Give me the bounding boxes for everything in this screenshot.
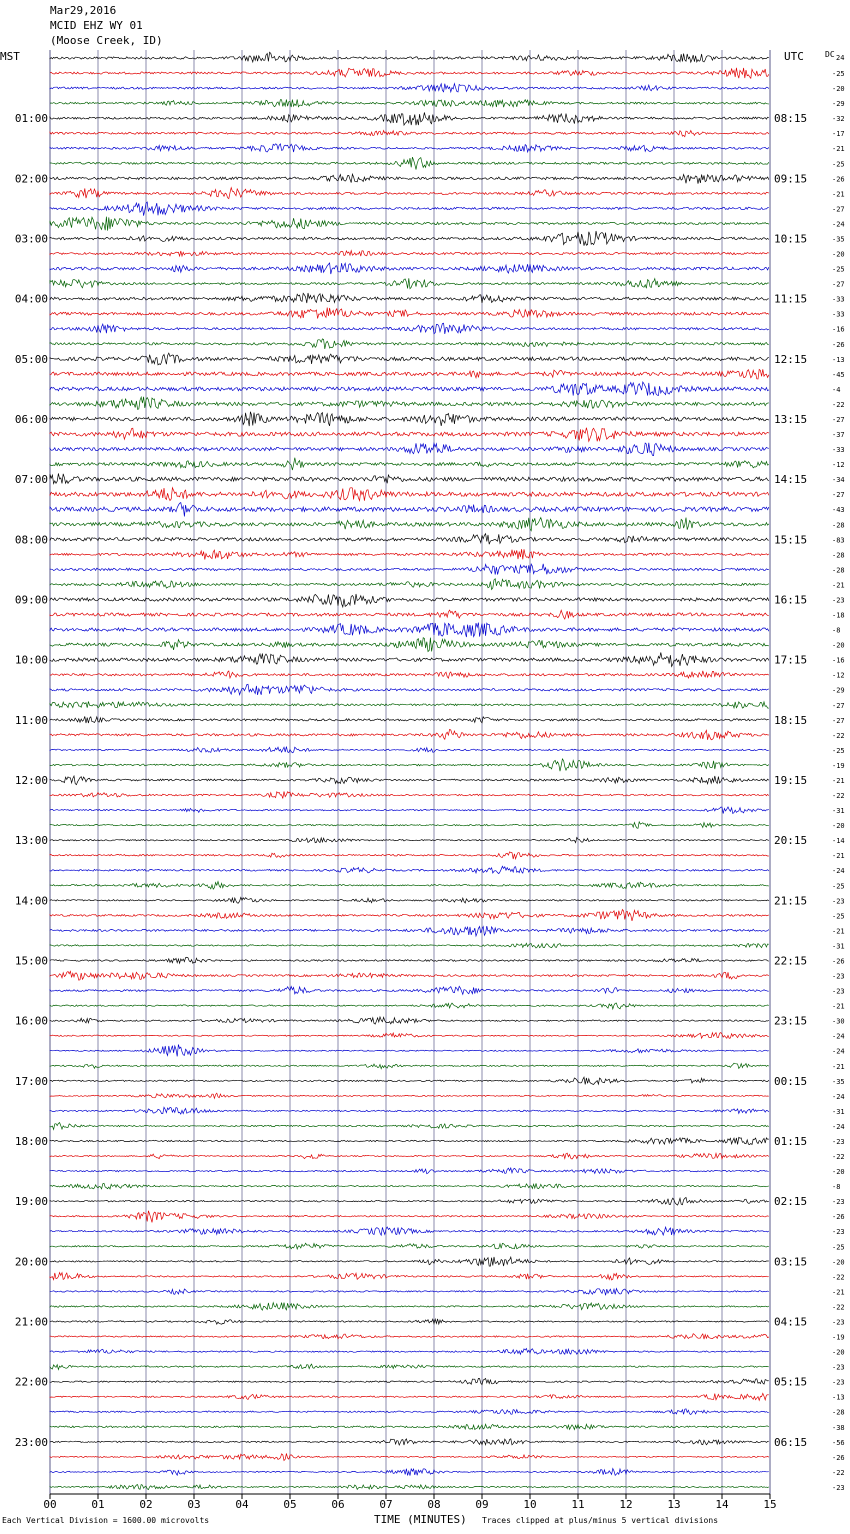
dc-header-value: 24 <box>836 54 845 62</box>
trace-layer <box>50 52 769 1489</box>
mst-hour-label: 06:00 <box>14 413 48 426</box>
mst-hour-label: 22:00 <box>14 1375 48 1389</box>
trace-line <box>50 369 769 379</box>
utc-hour-label: 16:15 <box>774 593 808 607</box>
dc-offset-label: -29 <box>832 100 845 109</box>
utc-hour-label: 12:15 <box>774 352 808 366</box>
utc-hour-label: 08:15 <box>774 112 808 126</box>
utc-hour-label: 23:15 <box>774 1014 808 1028</box>
trace-line <box>50 113 769 126</box>
dc-offset-label: -22 <box>832 792 845 800</box>
trace-line <box>50 68 769 79</box>
trace-line <box>50 217 769 231</box>
dc-offset-label: -23 <box>832 1363 845 1372</box>
trace-line <box>50 1211 769 1223</box>
trace-line <box>50 188 769 199</box>
trace-line <box>50 549 769 559</box>
trace-line <box>50 1289 769 1296</box>
trace-line <box>50 671 769 678</box>
x-tick-label: 00 <box>43 1498 57 1511</box>
dc-offset-label: -21 <box>832 145 845 154</box>
x-tick-label: 15 <box>763 1498 777 1511</box>
dc-offset-label: -18 <box>832 611 845 620</box>
dc-offset-label: -25 <box>832 882 845 891</box>
trace-line <box>50 174 769 184</box>
x-tick-label: 05 <box>283 1498 297 1511</box>
dc-offset-label: -23 <box>832 1137 845 1146</box>
trace-line <box>50 1168 769 1174</box>
dc-offset-label: -56 <box>832 1438 845 1447</box>
dc-offset-label: -16 <box>832 325 845 334</box>
dc-offset-label: -26 <box>832 340 845 349</box>
dc-offset-label: -30 <box>832 1017 845 1026</box>
trace-line <box>50 1123 769 1130</box>
trace-line <box>50 910 769 921</box>
dc-offset-label: -12 <box>832 461 845 470</box>
trace-line <box>50 822 769 829</box>
x-tick-label: 12 <box>619 1498 633 1511</box>
trace-line <box>50 926 769 936</box>
clip-note: Traces clipped at plus/minus 5 vertical divisions <box>482 1516 719 1525</box>
dc-offset-label: -13 <box>832 355 845 364</box>
utc-hour-label: 09:15 <box>774 172 808 186</box>
trace-line <box>50 702 769 709</box>
dc-offset-label: -38 <box>832 1423 845 1432</box>
dc-offset-label: -26 <box>832 957 845 966</box>
dc-label: DC <box>825 50 835 59</box>
dc-offset-label: -12 <box>832 671 845 680</box>
dc-offset-label: -21 <box>832 852 845 861</box>
dc-offset-label: -21 <box>832 927 845 936</box>
utc-label: UTC <box>784 50 804 63</box>
trace-line <box>50 144 769 152</box>
utc-hour-label: 21:15 <box>774 894 808 908</box>
mst-hour-label: 07:00 <box>14 473 48 487</box>
dc-offset-label: -21 <box>832 1002 845 1011</box>
dc-offset-label: -45 <box>832 370 845 379</box>
dc-offset-label: -24 <box>832 1092 845 1101</box>
dc-offset-label: -25 <box>832 70 845 78</box>
trace-line <box>50 1409 769 1415</box>
dc-offset-label: -22 <box>832 1153 845 1161</box>
trace-line <box>50 84 769 92</box>
trace-line <box>50 443 769 456</box>
dc-offset-label: -33 <box>832 446 845 455</box>
dc-offset-label: -32 <box>832 115 845 124</box>
dc-offset-label: -24 <box>832 867 845 876</box>
trace-line <box>50 488 769 501</box>
trace-line <box>50 1485 769 1490</box>
utc-hour-label: 20:15 <box>774 834 808 848</box>
x-tick-label: 03 <box>187 1498 201 1511</box>
trace-line <box>50 638 769 652</box>
mst-hour-label: 02:00 <box>14 172 48 186</box>
trace-line <box>50 278 769 288</box>
trace-line <box>50 473 769 483</box>
trace-line <box>50 1393 769 1400</box>
x-tick-label: 10 <box>523 1498 537 1511</box>
trace-line <box>50 838 769 843</box>
trace-line <box>50 971 769 980</box>
trace-line <box>50 579 769 590</box>
trace-line <box>50 308 769 319</box>
trace-line <box>50 1077 769 1084</box>
trace-line <box>50 866 769 873</box>
dc-offset-label: -21 <box>832 581 845 590</box>
trace-line <box>50 1137 769 1144</box>
dc-offset-label: -31 <box>832 942 845 951</box>
utc-hour-label: 03:15 <box>774 1255 808 1269</box>
dc-offset-label: -33 <box>832 310 845 319</box>
mst-hour-label: 15:00 <box>14 954 48 968</box>
trace-line <box>50 1424 769 1429</box>
trace-line <box>50 534 769 545</box>
trace-line <box>50 1454 769 1461</box>
dc-offset-label: -25 <box>832 1243 845 1252</box>
utc-hour-label: 13:15 <box>774 413 808 426</box>
utc-hour-label: 02:15 <box>774 1195 808 1209</box>
dc-offset-label: -8 <box>832 1183 841 1192</box>
trace-line <box>50 1439 769 1445</box>
label-layer <box>15 70 845 1511</box>
dc-offset-label: -13 <box>832 1393 845 1402</box>
dc-offset-label: -27 <box>832 716 845 725</box>
x-tick-label: 04 <box>235 1498 249 1511</box>
dc-offset-label: -27 <box>832 491 845 500</box>
x-tick-label: 02 <box>139 1498 153 1511</box>
x-tick-label: 01 <box>91 1498 105 1511</box>
mst-hour-label: 13:00 <box>14 834 48 848</box>
dc-offset-label: -28 <box>832 1408 845 1417</box>
trace-line <box>50 323 769 334</box>
utc-hour-label: 01:15 <box>774 1135 808 1148</box>
mst-hour-label: 05:00 <box>14 352 48 366</box>
utc-hour-label: 18:15 <box>774 713 808 727</box>
trace-line <box>50 99 769 107</box>
x-tick-label: 14 <box>715 1498 729 1511</box>
trace-line <box>50 882 769 890</box>
mst-hour-label: 14:00 <box>14 894 48 908</box>
trace-line <box>50 852 769 859</box>
dc-offset-label: -16 <box>832 656 845 665</box>
dc-offset-label: -22 <box>832 400 845 409</box>
trace-line <box>50 263 769 274</box>
dc-offset-label: -83 <box>832 536 845 545</box>
trace-line <box>50 623 769 638</box>
mst-hour-label: 12:00 <box>14 774 48 787</box>
mst-hour-label: 21:00 <box>14 1315 48 1329</box>
dc-offset-label: -31 <box>832 1107 845 1116</box>
trace-line <box>50 458 769 470</box>
mst-hour-label: 18:00 <box>14 1135 48 1148</box>
dc-offset-label: -20 <box>832 822 845 831</box>
trace-line <box>50 1227 769 1235</box>
trace-line <box>50 776 769 785</box>
trace-line <box>50 791 769 798</box>
trace-line <box>50 747 769 753</box>
dc-offset-label: -20 <box>832 1168 845 1177</box>
utc-hour-label: 11:15 <box>774 292 808 306</box>
trace-line <box>50 251 769 257</box>
trace-line <box>50 564 769 575</box>
mst-hour-label: 08:00 <box>14 533 48 547</box>
trace-line <box>50 503 769 517</box>
mst-hour-label: 04:00 <box>14 292 48 306</box>
dc-offset-label: -24 <box>832 220 845 229</box>
trace-line <box>50 1364 769 1369</box>
trace-line <box>50 684 769 695</box>
dc-offset-label: -4 <box>832 385 841 394</box>
trace-line <box>50 1469 769 1476</box>
dc-offset-label: -28 <box>832 551 845 560</box>
utc-hour-label: 05:15 <box>774 1375 808 1389</box>
utc-hour-label: 14:15 <box>774 473 808 487</box>
trace-line <box>50 652 769 666</box>
dc-offset-label: -21 <box>832 1062 845 1071</box>
trace-line <box>50 353 769 365</box>
trace-line <box>50 1334 769 1339</box>
x-tick-label: 09 <box>475 1498 489 1511</box>
trace-line <box>50 52 769 62</box>
utc-hour-label: 04:15 <box>774 1315 808 1329</box>
x-axis-title: TIME (MINUTES) <box>374 1513 467 1526</box>
dc-offset-label: -21 <box>832 190 845 199</box>
dc-offset-label: -25 <box>832 160 845 169</box>
utc-hour-label: 19:15 <box>774 774 808 787</box>
dc-offset-label: -24 <box>832 1047 845 1056</box>
trace-line <box>50 518 769 531</box>
dc-offset-label: -43 <box>832 506 845 515</box>
mst-hour-label: 23:00 <box>14 1435 48 1449</box>
dc-offset-label: -22 <box>832 1273 845 1282</box>
dc-offset-label: -19 <box>832 761 845 770</box>
dc-offset-label: -24 <box>832 1032 845 1041</box>
scale-note: Each Vertical Division = 1600.00 microvolts <box>2 1516 210 1525</box>
dc-offset-label: -23 <box>832 897 845 906</box>
trace-line <box>50 293 769 303</box>
utc-hour-label: 06:15 <box>774 1435 808 1449</box>
dc-offset-label: -34 <box>832 476 845 485</box>
trace-line <box>50 412 769 426</box>
utc-hour-label: 22:15 <box>774 954 808 968</box>
dc-offset-label: -28 <box>832 521 845 530</box>
trace-line <box>50 1093 769 1098</box>
trace-line <box>50 1319 769 1324</box>
dc-offset-label: -20 <box>832 250 845 259</box>
station-label: MCID EHZ WY 01 <box>50 19 143 32</box>
dc-offset-label: -25 <box>832 746 845 755</box>
trace-line <box>50 943 769 948</box>
trace-line <box>50 1107 769 1114</box>
dc-offset-label: -23 <box>832 1198 845 1207</box>
trace-line <box>50 1378 769 1384</box>
dc-offset-label: -27 <box>832 701 845 710</box>
dc-offset-label: -14 <box>832 837 845 846</box>
mst-hour-label: 19:00 <box>14 1195 48 1209</box>
dc-offset-label: -26 <box>832 1213 845 1222</box>
mst-hour-label: 20:00 <box>14 1255 48 1269</box>
dc-offset-label: -27 <box>832 205 845 214</box>
dc-offset-label: -20 <box>832 641 845 650</box>
dc-offset-label: -23 <box>832 1483 845 1492</box>
dc-offset-label: -26 <box>832 1453 845 1462</box>
utc-hour-label: 15:15 <box>774 533 808 547</box>
location-label: (Moose Creek, ID) <box>50 34 163 47</box>
trace-line <box>50 382 769 396</box>
dc-offset-label: -35 <box>832 235 845 244</box>
dc-offset-label: -24 <box>832 1122 845 1131</box>
trace-line <box>50 202 769 216</box>
dc-offset-label: -23 <box>832 972 845 981</box>
trace-line <box>50 231 769 246</box>
trace-line <box>50 131 769 137</box>
dc-offset-label: -27 <box>832 415 845 424</box>
trace-line <box>50 428 769 442</box>
trace-line <box>50 1045 769 1057</box>
trace-line <box>50 957 769 963</box>
x-tick-label: 11 <box>571 1498 585 1511</box>
dc-offset-label: -21 <box>832 776 845 785</box>
trace-line <box>50 1198 769 1206</box>
dc-offset-label: -27 <box>832 280 845 289</box>
trace-line <box>50 759 769 771</box>
dc-offset-label: -22 <box>832 1468 845 1477</box>
mst-hour-label: 01:00 <box>14 112 48 126</box>
x-tick-label: 08 <box>427 1498 441 1511</box>
date-label: Mar29,2016 <box>50 4 117 17</box>
dc-offset-label: -20 <box>832 1258 845 1267</box>
trace-line <box>50 594 769 607</box>
trace-line <box>50 897 769 903</box>
trace-line <box>50 1303 769 1311</box>
x-tick-label: 06 <box>331 1498 345 1511</box>
trace-line <box>50 986 769 994</box>
mst-hour-label: 03:00 <box>14 232 48 246</box>
trace-line <box>50 716 769 723</box>
dc-offset-label: -25 <box>832 912 845 921</box>
mst-hour-label: 16:00 <box>14 1014 48 1028</box>
trace-line <box>50 1033 769 1039</box>
trace-line <box>50 610 769 619</box>
trace-line <box>50 1063 769 1069</box>
dc-offset-label: -26 <box>832 175 845 184</box>
trace-line <box>50 397 769 410</box>
dc-offset-label: -8 <box>832 626 841 635</box>
trace-line <box>50 1017 769 1024</box>
x-tick-label: 07 <box>379 1498 393 1511</box>
dc-offset-label: -22 <box>832 731 845 740</box>
mst-hour-label: 09:00 <box>14 593 48 607</box>
trace-line <box>50 1273 769 1280</box>
dc-offset-label: -35 <box>832 1077 845 1086</box>
dc-offset-label: -23 <box>832 1378 845 1387</box>
mst-hour-label: 10:00 <box>14 653 48 667</box>
dc-offset-label: -21 <box>832 1288 845 1297</box>
dc-offset-label: -20 <box>832 1348 845 1357</box>
mst-hour-label: 11:00 <box>14 713 48 727</box>
dc-offset-label: -31 <box>832 807 845 816</box>
trace-line <box>50 729 769 739</box>
dc-offset-label: -23 <box>832 1318 845 1327</box>
mst-label: MST <box>0 50 20 63</box>
trace-line <box>50 157 769 169</box>
dc-offset-label: -19 <box>832 1333 845 1342</box>
dc-offset-label: -37 <box>832 431 845 439</box>
trace-line <box>50 1349 769 1355</box>
utc-hour-label: 00:15 <box>774 1074 808 1088</box>
x-tick-label: 13 <box>667 1498 681 1511</box>
utc-hour-label: 17:15 <box>774 653 808 667</box>
mst-hour-label: 17:00 <box>14 1074 48 1088</box>
trace-line <box>50 339 769 349</box>
utc-hour-label: 10:15 <box>774 232 808 246</box>
dc-offset-label: -20 <box>832 85 845 94</box>
trace-line <box>50 1153 769 1159</box>
dc-offset-label: -29 <box>832 686 845 695</box>
trace-line <box>50 1257 769 1266</box>
trace-line <box>50 1183 769 1189</box>
dc-offset-label: -25 <box>832 265 845 274</box>
trace-line <box>50 1003 769 1009</box>
dc-offset-label: -23 <box>832 1228 845 1237</box>
dc-offset-label: -17 <box>832 130 845 139</box>
dc-offset-label: -23 <box>832 987 845 996</box>
trace-line <box>50 1243 769 1249</box>
dc-offset-label: -28 <box>832 566 845 575</box>
dc-offset-label: -23 <box>832 596 845 605</box>
dc-offset-label: -22 <box>832 1303 845 1312</box>
trace-line <box>50 807 769 814</box>
dc-offset-label: -33 <box>832 295 845 304</box>
